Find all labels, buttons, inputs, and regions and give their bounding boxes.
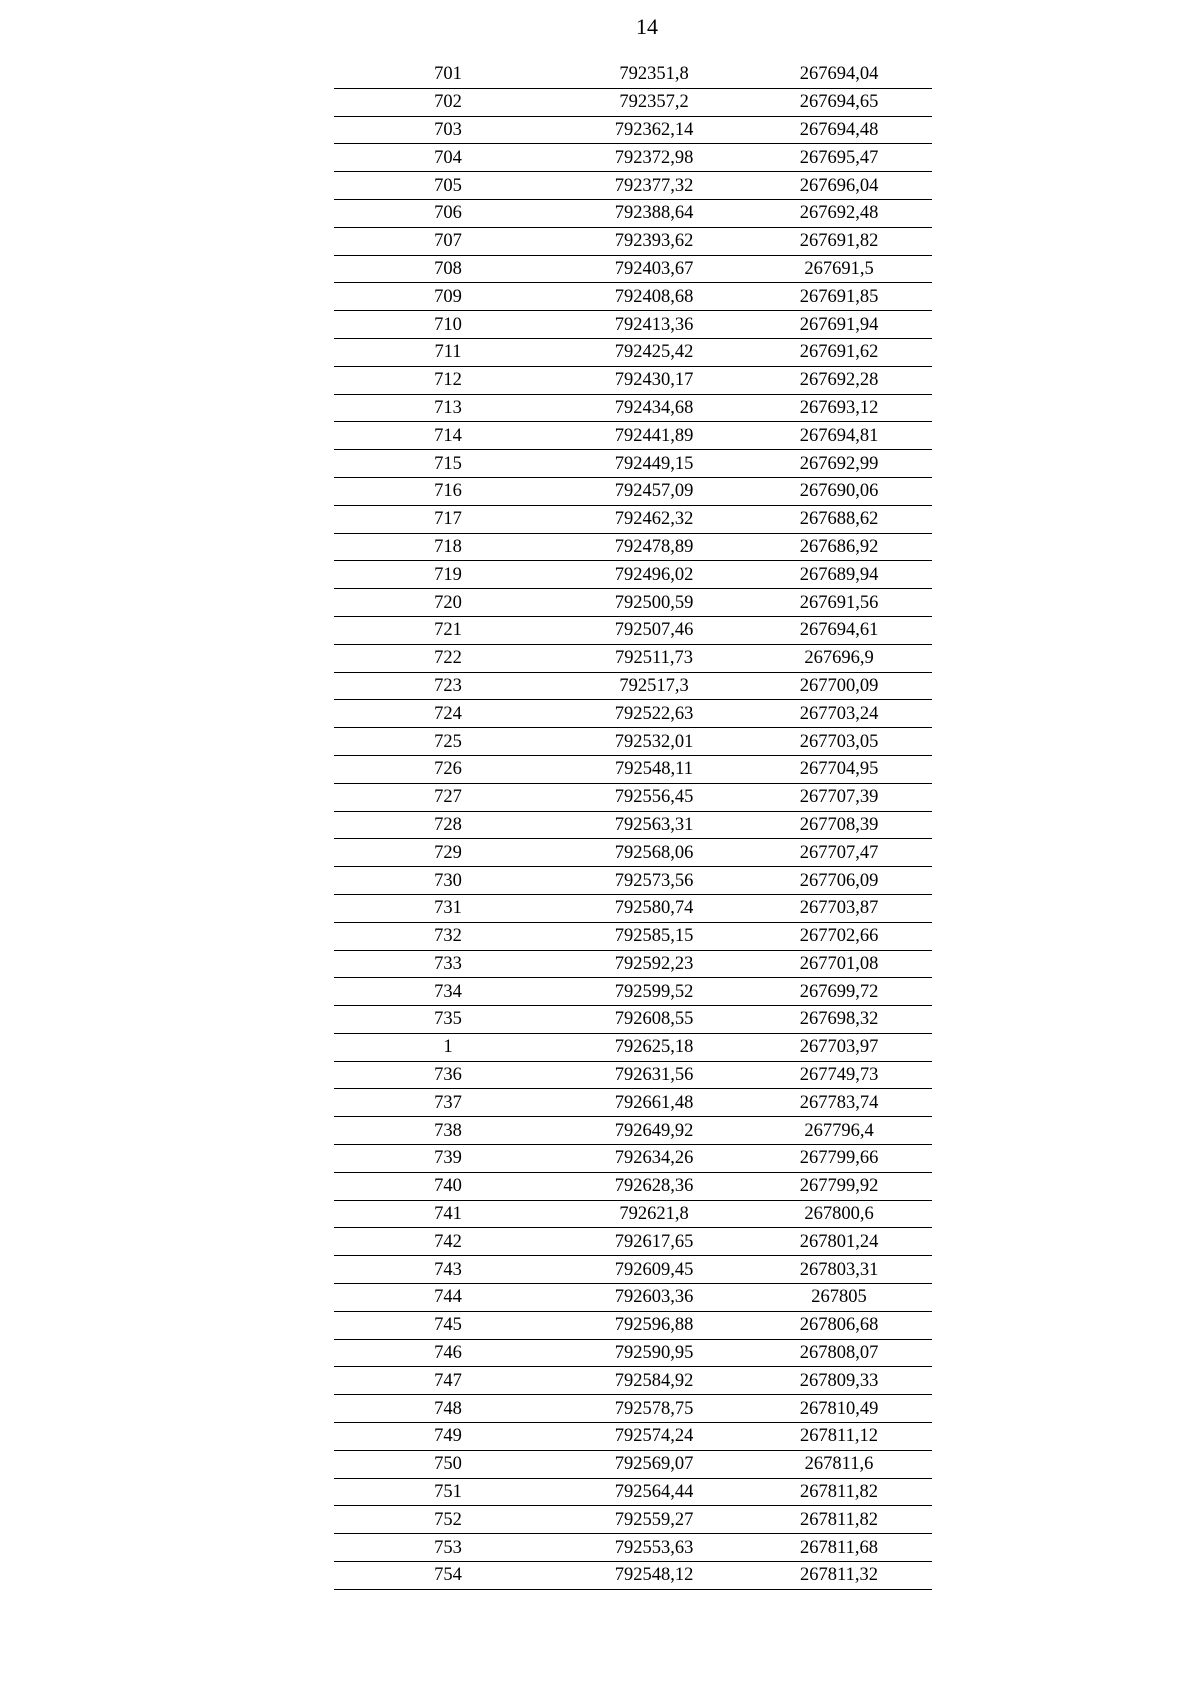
point-number-cell: 749 bbox=[334, 1423, 562, 1451]
table-row bbox=[334, 616, 932, 644]
point-number-cell: 732 bbox=[334, 922, 562, 950]
y-coordinate-cell: 267694,81 bbox=[746, 422, 932, 450]
point-number-cell: 717 bbox=[334, 505, 562, 533]
x-coordinate-cell: 792563,31 bbox=[562, 811, 746, 839]
point-number-cell: 733 bbox=[334, 950, 562, 978]
x-coordinate-cell: 792403,67 bbox=[562, 255, 746, 283]
x-coordinate-cell: 792608,55 bbox=[562, 1006, 746, 1034]
point-number-cell: 722 bbox=[334, 644, 562, 672]
table-row bbox=[334, 1395, 932, 1423]
y-coordinate-cell: 267811,12 bbox=[746, 1423, 932, 1451]
point-number-cell: 754 bbox=[334, 1562, 562, 1590]
x-coordinate-cell: 792628,36 bbox=[562, 1172, 746, 1200]
y-coordinate-cell: 267809,33 bbox=[746, 1367, 932, 1395]
table-row bbox=[334, 1311, 932, 1339]
table-row bbox=[334, 1006, 932, 1034]
x-coordinate-cell: 792449,15 bbox=[562, 450, 746, 478]
table-row bbox=[334, 755, 932, 783]
table-row bbox=[334, 255, 932, 283]
y-coordinate-cell: 267703,24 bbox=[746, 700, 932, 728]
table-row bbox=[334, 1367, 932, 1395]
table-row bbox=[334, 1117, 932, 1145]
x-coordinate-cell: 792553,63 bbox=[562, 1534, 746, 1562]
point-number-cell: 705 bbox=[334, 172, 562, 200]
x-coordinate-cell: 792425,42 bbox=[562, 338, 746, 366]
point-number-cell: 704 bbox=[334, 144, 562, 172]
x-coordinate-cell: 792522,63 bbox=[562, 700, 746, 728]
table-row bbox=[334, 1228, 932, 1256]
x-coordinate-cell: 792568,06 bbox=[562, 839, 746, 867]
x-coordinate-cell: 792430,17 bbox=[562, 366, 746, 394]
table-row bbox=[334, 1423, 932, 1451]
table-row bbox=[334, 144, 932, 172]
y-coordinate-cell: 267811,32 bbox=[746, 1562, 932, 1590]
point-number-cell: 743 bbox=[334, 1256, 562, 1284]
x-coordinate-cell: 792573,56 bbox=[562, 867, 746, 895]
x-coordinate-cell: 792351,8 bbox=[562, 61, 746, 88]
point-number-cell: 744 bbox=[334, 1284, 562, 1312]
point-number-cell: 745 bbox=[334, 1311, 562, 1339]
y-coordinate-cell: 267699,72 bbox=[746, 978, 932, 1006]
table-row bbox=[334, 422, 932, 450]
y-coordinate-cell: 267692,48 bbox=[746, 199, 932, 227]
y-coordinate-cell: 267811,68 bbox=[746, 1534, 932, 1562]
table-row bbox=[334, 839, 932, 867]
y-coordinate-cell: 267688,62 bbox=[746, 505, 932, 533]
y-coordinate-cell: 267691,56 bbox=[746, 589, 932, 617]
y-coordinate-cell: 267801,24 bbox=[746, 1228, 932, 1256]
table-row bbox=[334, 589, 932, 617]
y-coordinate-cell: 267799,66 bbox=[746, 1145, 932, 1173]
x-coordinate-cell: 792457,09 bbox=[562, 477, 746, 505]
table-row bbox=[334, 1256, 932, 1284]
point-number-cell: 724 bbox=[334, 700, 562, 728]
y-coordinate-cell: 267805 bbox=[746, 1284, 932, 1312]
y-coordinate-cell: 267811,82 bbox=[746, 1506, 932, 1534]
point-number-cell: 712 bbox=[334, 366, 562, 394]
point-number-cell: 716 bbox=[334, 477, 562, 505]
point-number-cell: 720 bbox=[334, 589, 562, 617]
point-number-cell: 753 bbox=[334, 1534, 562, 1562]
table-row bbox=[334, 338, 932, 366]
table-row bbox=[334, 700, 932, 728]
x-coordinate-cell: 792634,26 bbox=[562, 1145, 746, 1173]
point-number-cell: 727 bbox=[334, 783, 562, 811]
point-number-cell: 751 bbox=[334, 1478, 562, 1506]
x-coordinate-cell: 792617,65 bbox=[562, 1228, 746, 1256]
y-coordinate-cell: 267808,07 bbox=[746, 1339, 932, 1367]
x-coordinate-cell: 792548,11 bbox=[562, 755, 746, 783]
y-coordinate-cell: 267783,74 bbox=[746, 1089, 932, 1117]
point-number-cell: 714 bbox=[334, 422, 562, 450]
table-row bbox=[334, 728, 932, 756]
y-coordinate-cell: 267692,28 bbox=[746, 366, 932, 394]
point-number-cell: 739 bbox=[334, 1145, 562, 1173]
point-number-cell: 715 bbox=[334, 450, 562, 478]
y-coordinate-cell: 267691,62 bbox=[746, 338, 932, 366]
table-row bbox=[334, 561, 932, 589]
point-number-cell: 736 bbox=[334, 1061, 562, 1089]
y-coordinate-cell: 267703,87 bbox=[746, 894, 932, 922]
x-coordinate-cell: 792569,07 bbox=[562, 1450, 746, 1478]
table-row bbox=[334, 311, 932, 339]
y-coordinate-cell: 267811,82 bbox=[746, 1478, 932, 1506]
table-row bbox=[334, 172, 932, 200]
point-number-cell: 748 bbox=[334, 1395, 562, 1423]
y-coordinate-cell: 267691,85 bbox=[746, 283, 932, 311]
table-row bbox=[334, 1089, 932, 1117]
x-coordinate-cell: 792631,56 bbox=[562, 1061, 746, 1089]
point-number-cell: 741 bbox=[334, 1200, 562, 1228]
y-coordinate-cell: 267693,12 bbox=[746, 394, 932, 422]
table-row bbox=[334, 1200, 932, 1228]
y-coordinate-cell: 267700,09 bbox=[746, 672, 932, 700]
x-coordinate-cell: 792585,15 bbox=[562, 922, 746, 950]
page-number: 14 bbox=[636, 14, 658, 39]
point-number-cell: 752 bbox=[334, 1506, 562, 1534]
point-number-cell: 713 bbox=[334, 394, 562, 422]
table-row bbox=[334, 505, 932, 533]
x-coordinate-cell: 792478,89 bbox=[562, 533, 746, 561]
y-coordinate-cell: 267703,97 bbox=[746, 1033, 932, 1061]
x-coordinate-cell: 792408,68 bbox=[562, 283, 746, 311]
x-coordinate-cell: 792434,68 bbox=[562, 394, 746, 422]
y-coordinate-cell: 267800,6 bbox=[746, 1200, 932, 1228]
x-coordinate-cell: 792599,52 bbox=[562, 978, 746, 1006]
y-coordinate-cell: 267686,92 bbox=[746, 533, 932, 561]
y-coordinate-cell: 267696,9 bbox=[746, 644, 932, 672]
y-coordinate-cell: 267707,39 bbox=[746, 783, 932, 811]
x-coordinate-cell: 792496,02 bbox=[562, 561, 746, 589]
table-row bbox=[334, 922, 932, 950]
y-coordinate-cell: 267702,66 bbox=[746, 922, 932, 950]
point-number-cell: 740 bbox=[334, 1172, 562, 1200]
table-row bbox=[334, 644, 932, 672]
x-coordinate-cell: 792580,74 bbox=[562, 894, 746, 922]
table-row bbox=[334, 1450, 932, 1478]
table-row bbox=[334, 1284, 932, 1312]
table-row bbox=[334, 811, 932, 839]
x-coordinate-cell: 792462,32 bbox=[562, 505, 746, 533]
y-coordinate-cell: 267694,04 bbox=[746, 61, 932, 88]
point-number-cell: 750 bbox=[334, 1450, 562, 1478]
table-row bbox=[334, 1534, 932, 1562]
table-row bbox=[334, 783, 932, 811]
coordinates-table bbox=[334, 61, 932, 1590]
point-number-cell: 703 bbox=[334, 116, 562, 144]
table-row bbox=[334, 978, 932, 1006]
y-coordinate-cell: 267708,39 bbox=[746, 811, 932, 839]
point-number-cell: 706 bbox=[334, 199, 562, 227]
point-number-cell: 709 bbox=[334, 283, 562, 311]
x-coordinate-cell: 792413,36 bbox=[562, 311, 746, 339]
table-row bbox=[334, 1506, 932, 1534]
y-coordinate-cell: 267696,04 bbox=[746, 172, 932, 200]
point-number-cell: 734 bbox=[334, 978, 562, 1006]
point-number-cell: 738 bbox=[334, 1117, 562, 1145]
table-row bbox=[334, 867, 932, 895]
point-number-cell: 731 bbox=[334, 894, 562, 922]
point-number-cell: 723 bbox=[334, 672, 562, 700]
x-coordinate-cell: 792649,92 bbox=[562, 1117, 746, 1145]
table-row bbox=[334, 394, 932, 422]
x-coordinate-cell: 792357,2 bbox=[562, 88, 746, 116]
y-coordinate-cell: 267694,65 bbox=[746, 88, 932, 116]
table-row bbox=[334, 227, 932, 255]
x-coordinate-cell: 792584,92 bbox=[562, 1367, 746, 1395]
table-row bbox=[334, 199, 932, 227]
point-number-cell: 710 bbox=[334, 311, 562, 339]
table-row bbox=[334, 88, 932, 116]
point-number-cell: 742 bbox=[334, 1228, 562, 1256]
table-row bbox=[334, 533, 932, 561]
x-coordinate-cell: 792500,59 bbox=[562, 589, 746, 617]
x-coordinate-cell: 792511,73 bbox=[562, 644, 746, 672]
y-coordinate-cell: 267691,82 bbox=[746, 227, 932, 255]
x-coordinate-cell: 792362,14 bbox=[562, 116, 746, 144]
x-coordinate-cell: 792556,45 bbox=[562, 783, 746, 811]
x-coordinate-cell: 792517,3 bbox=[562, 672, 746, 700]
x-coordinate-cell: 792559,27 bbox=[562, 1506, 746, 1534]
table-row bbox=[334, 894, 932, 922]
x-coordinate-cell: 792578,75 bbox=[562, 1395, 746, 1423]
table-row bbox=[334, 116, 932, 144]
table-row bbox=[334, 366, 932, 394]
x-coordinate-cell: 792564,44 bbox=[562, 1478, 746, 1506]
x-coordinate-cell: 792393,62 bbox=[562, 227, 746, 255]
point-number-cell: 730 bbox=[334, 867, 562, 895]
table-row bbox=[334, 1145, 932, 1173]
x-coordinate-cell: 792609,45 bbox=[562, 1256, 746, 1284]
x-coordinate-cell: 792388,64 bbox=[562, 199, 746, 227]
table-row bbox=[334, 672, 932, 700]
point-number-cell: 707 bbox=[334, 227, 562, 255]
table-row bbox=[334, 1172, 932, 1200]
y-coordinate-cell: 267689,94 bbox=[746, 561, 932, 589]
y-coordinate-cell: 267796,4 bbox=[746, 1117, 932, 1145]
y-coordinate-cell: 267803,31 bbox=[746, 1256, 932, 1284]
y-coordinate-cell: 267692,99 bbox=[746, 450, 932, 478]
y-coordinate-cell: 267707,47 bbox=[746, 839, 932, 867]
table-row bbox=[334, 477, 932, 505]
x-coordinate-cell: 792625,18 bbox=[562, 1033, 746, 1061]
x-coordinate-cell: 792548,12 bbox=[562, 1562, 746, 1590]
table-row bbox=[334, 283, 932, 311]
point-number-cell: 701 bbox=[334, 61, 562, 88]
x-coordinate-cell: 792441,89 bbox=[562, 422, 746, 450]
point-number-cell: 711 bbox=[334, 338, 562, 366]
point-number-cell: 719 bbox=[334, 561, 562, 589]
point-number-cell: 746 bbox=[334, 1339, 562, 1367]
y-coordinate-cell: 267690,06 bbox=[746, 477, 932, 505]
y-coordinate-cell: 267691,5 bbox=[746, 255, 932, 283]
y-coordinate-cell: 267806,68 bbox=[746, 1311, 932, 1339]
y-coordinate-cell: 267695,47 bbox=[746, 144, 932, 172]
point-number-cell: 729 bbox=[334, 839, 562, 867]
coordinates-table-body bbox=[334, 61, 932, 1589]
table-row bbox=[334, 1478, 932, 1506]
x-coordinate-cell: 792621,8 bbox=[562, 1200, 746, 1228]
point-number-cell: 735 bbox=[334, 1006, 562, 1034]
x-coordinate-cell: 792661,48 bbox=[562, 1089, 746, 1117]
x-coordinate-cell: 792596,88 bbox=[562, 1311, 746, 1339]
y-coordinate-cell: 267704,95 bbox=[746, 755, 932, 783]
table-row bbox=[334, 450, 932, 478]
point-number-cell: 725 bbox=[334, 728, 562, 756]
table-row bbox=[334, 1339, 932, 1367]
y-coordinate-cell: 267691,94 bbox=[746, 311, 932, 339]
y-coordinate-cell: 267698,32 bbox=[746, 1006, 932, 1034]
x-coordinate-cell: 792590,95 bbox=[562, 1339, 746, 1367]
y-coordinate-cell: 267694,48 bbox=[746, 116, 932, 144]
table-row bbox=[334, 1033, 932, 1061]
x-coordinate-cell: 792592,23 bbox=[562, 950, 746, 978]
x-coordinate-cell: 792532,01 bbox=[562, 728, 746, 756]
point-number-cell: 737 bbox=[334, 1089, 562, 1117]
x-coordinate-cell: 792377,32 bbox=[562, 172, 746, 200]
y-coordinate-cell: 267701,08 bbox=[746, 950, 932, 978]
y-coordinate-cell: 267694,61 bbox=[746, 616, 932, 644]
y-coordinate-cell: 267749,73 bbox=[746, 1061, 932, 1089]
y-coordinate-cell: 267810,49 bbox=[746, 1395, 932, 1423]
point-number-cell: 718 bbox=[334, 533, 562, 561]
point-number-cell: 1 bbox=[334, 1033, 562, 1061]
x-coordinate-cell: 792372,98 bbox=[562, 144, 746, 172]
table-row bbox=[334, 1061, 932, 1089]
y-coordinate-cell: 267811,6 bbox=[746, 1450, 932, 1478]
point-number-cell: 747 bbox=[334, 1367, 562, 1395]
table-row bbox=[334, 1562, 932, 1590]
table-row bbox=[334, 61, 932, 88]
x-coordinate-cell: 792603,36 bbox=[562, 1284, 746, 1312]
x-coordinate-cell: 792507,46 bbox=[562, 616, 746, 644]
point-number-cell: 702 bbox=[334, 88, 562, 116]
point-number-cell: 726 bbox=[334, 755, 562, 783]
point-number-cell: 721 bbox=[334, 616, 562, 644]
table-row bbox=[334, 950, 932, 978]
point-number-cell: 728 bbox=[334, 811, 562, 839]
y-coordinate-cell: 267799,92 bbox=[746, 1172, 932, 1200]
point-number-cell: 708 bbox=[334, 255, 562, 283]
y-coordinate-cell: 267703,05 bbox=[746, 728, 932, 756]
x-coordinate-cell: 792574,24 bbox=[562, 1423, 746, 1451]
y-coordinate-cell: 267706,09 bbox=[746, 867, 932, 895]
